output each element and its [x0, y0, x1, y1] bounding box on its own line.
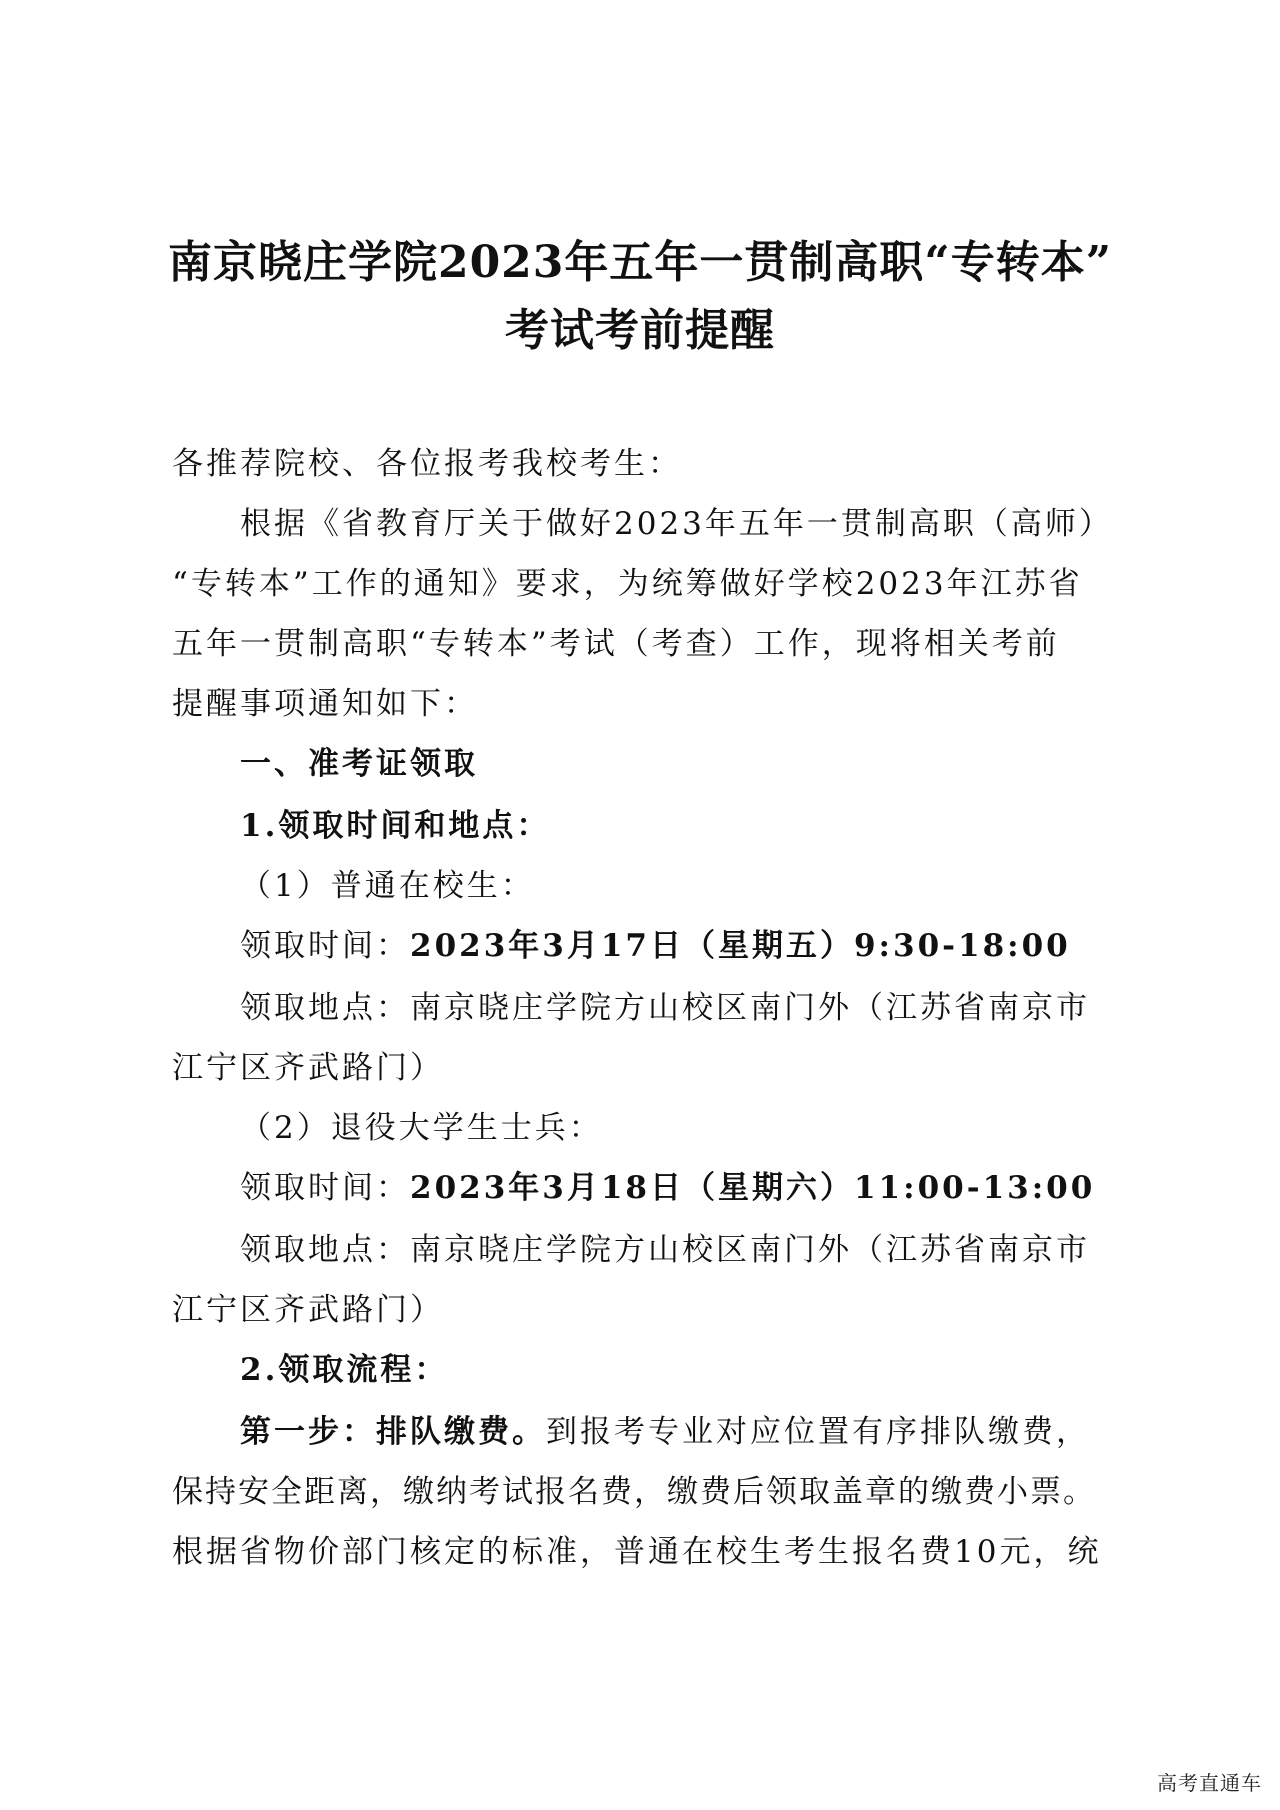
- group-2-place-line-2: 江宁区齐武路门）: [172, 1292, 444, 1328]
- group-1-place-line-1: 南京晓庄学院方山校区南门外（江苏省南京市: [410, 990, 1090, 1026]
- step-1-line-2: 保持安全距离，缴纳考试报名费，缴费后领取盖章的缴费小票。: [172, 1474, 1096, 1510]
- group-1-place-line-2: 江宁区齐武路门）: [172, 1050, 444, 1086]
- group-2-time-row: [240, 1168, 1095, 1208]
- subsection-1-heading: 1.领取时间和地点：: [240, 808, 551, 844]
- document-title-line-2: 考试考前提醒: [505, 305, 775, 356]
- group-2-label: （2）退役大学生士兵：: [240, 1110, 603, 1146]
- group-1-label: （1）普通在校生：: [240, 868, 535, 904]
- group-1-place-row: [240, 988, 1090, 1028]
- subsection-2-heading: 2.领取流程：: [240, 1352, 449, 1388]
- group-2-time-value: 2023年3月18日（星期六）11:00-13:00: [410, 1170, 1096, 1206]
- group-1-time-value: 2023年3月17日（星期五）9:30-18:00: [410, 928, 1071, 964]
- salutation: 各推荐院校、各位报考我校考生：: [172, 446, 682, 482]
- step-1-line-1: 到报考专业对应位置有序排队缴费，: [546, 1414, 1090, 1450]
- watermark-text: 高考直通车: [1157, 1771, 1262, 1795]
- step-1-row: [240, 1412, 1090, 1452]
- intro-line-4: 提醒事项通知如下：: [172, 686, 478, 722]
- intro-line-1: 根据《省教育厅关于做好2023年五年一贯制高职（高师）: [240, 506, 1113, 542]
- group-1-time-row: [240, 926, 1071, 966]
- document-title-line-1: 南京晓庄学院2023年五年一贯制高职“专转本”: [167, 237, 1113, 288]
- group-1-time-label: 领取时间：: [240, 928, 410, 964]
- group-2-time-label: 领取时间：: [240, 1170, 410, 1206]
- group-2-place-line-1: 南京晓庄学院方山校区南门外（江苏省南京市: [410, 1232, 1090, 1268]
- intro-line-3: 五年一贯制高职“专转本”考试（考查）工作，现将相关考前: [172, 626, 1060, 662]
- section-1-heading: 一、准考证领取: [240, 746, 478, 782]
- group-2-place-row: [240, 1230, 1090, 1270]
- intro-line-2: “专转本”工作的通知》要求，为统筹做好学校2023年江苏省: [172, 566, 1083, 602]
- group-1-place-label: 领取地点：: [240, 990, 410, 1026]
- step-1-label: 第一步：排队缴费。: [240, 1414, 546, 1450]
- step-1-line-3: 根据省物价部门核定的标准，普通在校生考生报名费10元，统: [172, 1534, 1102, 1570]
- group-2-place-label: 领取地点：: [240, 1232, 410, 1268]
